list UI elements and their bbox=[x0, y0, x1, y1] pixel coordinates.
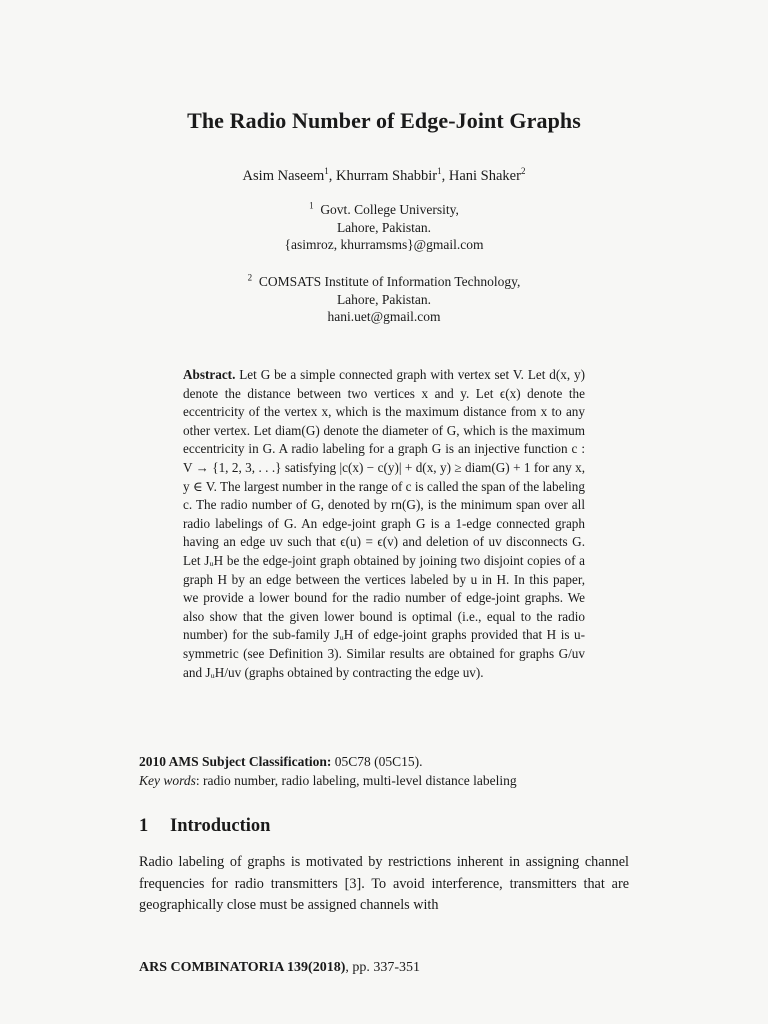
affiliation-email: {asimroz, khurramsms}@gmail.com bbox=[284, 237, 484, 252]
intro-paragraph: Radio labeling of graphs is motivated by restrictions inherent in assigning channel frequencies for radio transmitters [3]. To avoid interference, transmitters that are geographically close must be assigned channels with bbox=[139, 854, 629, 913]
classification-block bbox=[139, 752, 639, 790]
affiliation-1 bbox=[0, 201, 768, 254]
keywords-value: : radio number, radio labeling, multi-level distance labeling bbox=[195, 773, 517, 788]
author-separator: , bbox=[328, 168, 337, 184]
affiliation-mark: 2 bbox=[247, 272, 253, 283]
author-name: Hani Shaker bbox=[448, 168, 521, 184]
author-name: Khurram Shabbir bbox=[336, 168, 438, 184]
section-title: Introduction bbox=[170, 816, 271, 836]
author-name: Asim Naseem bbox=[242, 168, 325, 184]
section-heading bbox=[139, 816, 639, 837]
author-separator: , bbox=[441, 168, 449, 184]
affiliation-line: Lahore, Pakistan. bbox=[336, 219, 432, 235]
abstract-text: Let G be a simple connected graph with vertex set V. Let d(x, y) denote the distance between two vertices x and y. Let ϵ(x) denote the eccentricity of the vertex x, which is the maximum distance from x to any other vertex. Let diam(G) denote the diameter of G, which is the maximum eccentricity in G. A radio labeling for a graph G is an injective function c : V → {1, 2, 3, . . .} satisfying |c(x) − c(y)| + d(x, y) ≥ diam(G) + 1 for any x, y ∈ V. The largest number in the range of c is called the span of the labeling c. The radio number of G, denoted by rn(G), is the minimum span over all radio labelings of G. An edge-joint graph G is a 1-edge connected graph having an edge uv such that ϵ(u) = ϵ(v) and deletion of uv disconnects G. Let JᵤH be the edge-joint graph obtained by joining two disjoint copies of a graph H by an edge between the vertices labeled by u in H. In this paper, we provide a lower bound for the radio number of edge-joint graphs. We also show that the given lower bound is optimal (i.e., equal to the radio number) for the sub-family JᵤH of edge-joint graphs provided that H is u-symmetric (see Definition 3). Similar results are obtained for graphs G/uv and JᵤH/uv (graphs obtained by contracting the edge uv). bbox=[183, 367, 585, 680]
affiliation-line: Govt. College University, bbox=[320, 202, 459, 217]
abstract bbox=[183, 366, 585, 682]
affiliation-line: Lahore, Pakistan. bbox=[336, 291, 432, 307]
affiliation-email: hani.uet@gmail.com bbox=[327, 309, 441, 324]
keywords-label: Key words bbox=[139, 773, 196, 788]
ams-label: 2010 AMS Subject Classification: bbox=[139, 754, 332, 769]
author-affiliation-mark: 1 bbox=[437, 166, 442, 177]
author-affiliation-mark: 2 bbox=[520, 166, 526, 177]
affiliation-2 bbox=[0, 273, 768, 326]
affiliation-mark: 1 bbox=[309, 200, 314, 211]
journal-name: ARS COMBINATORIA 139(2018) bbox=[139, 960, 346, 975]
author-affiliation-mark: 1 bbox=[324, 166, 329, 177]
abstract-label: Abstract. bbox=[183, 367, 236, 382]
section-number: 1 bbox=[139, 816, 149, 836]
paper-title: The Radio Number of Edge-Joint Graphs bbox=[187, 108, 581, 133]
journal-pages: , pp. 337-351 bbox=[345, 960, 421, 975]
author-list bbox=[0, 168, 768, 185]
affiliation-line: COMSATS Institute of Information Technology, bbox=[258, 274, 521, 289]
journal-footer bbox=[139, 960, 639, 976]
ams-value: 05C78 (05C15). bbox=[334, 754, 423, 769]
